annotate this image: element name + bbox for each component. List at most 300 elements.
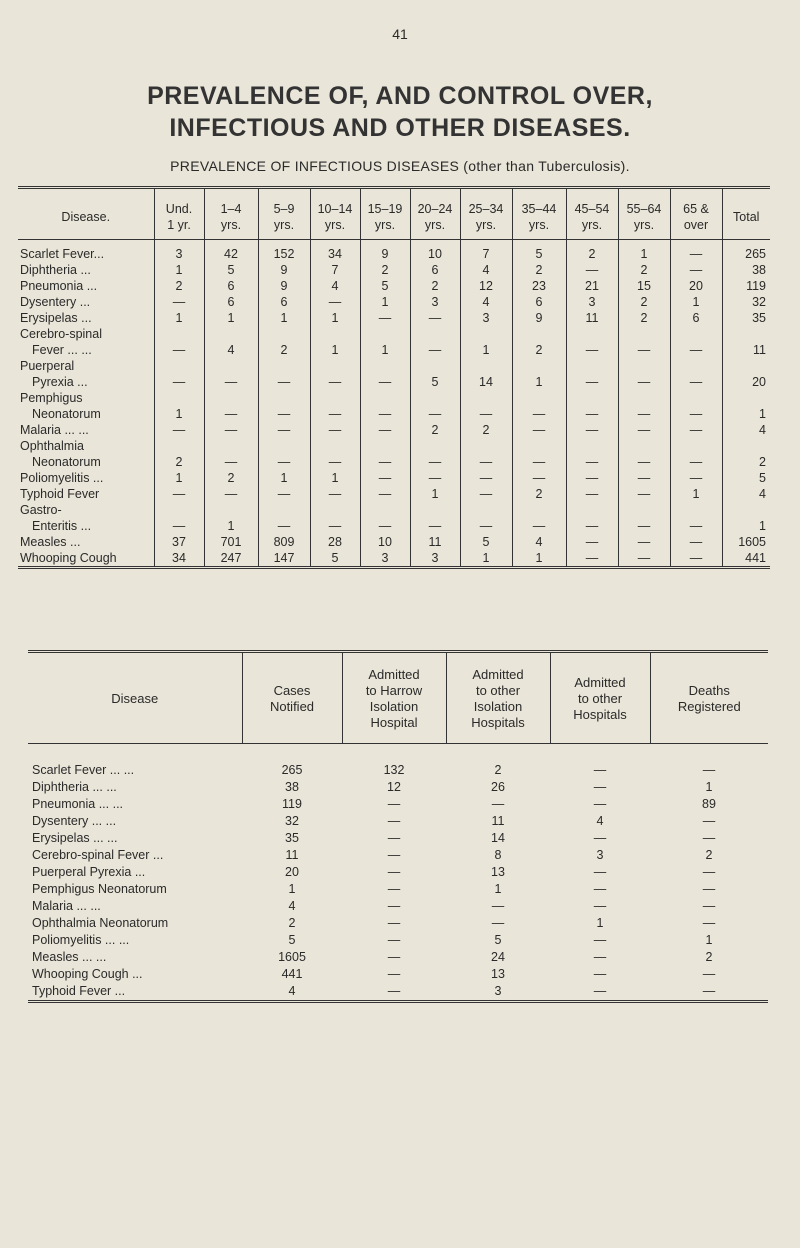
column-header — [18, 188, 154, 240]
count-cell — [512, 358, 566, 374]
count-cell: — — [491, 916, 505, 930]
column-header-line: 15–19 — [367, 202, 403, 216]
total-cell: 20 — [722, 374, 770, 390]
table-row — [18, 374, 770, 390]
count-cell — [460, 358, 512, 374]
count-cell: 12 — [387, 780, 401, 794]
count-cell: 4 — [288, 984, 296, 998]
disease-name: Pyrexia ... — [32, 375, 88, 389]
count-cell: — — [460, 454, 512, 470]
column-header-line: to Harrow — [365, 683, 423, 698]
count-cell: 2 — [460, 422, 512, 438]
column-header-line: Disease. — [61, 210, 111, 224]
count-cell: — — [410, 518, 460, 534]
column-header-line: Admitted — [574, 675, 626, 690]
count-cell: 34 — [310, 240, 360, 263]
count-cell: 5 — [512, 240, 566, 263]
count-cell: — — [512, 454, 566, 470]
count-cell: 6 — [204, 278, 258, 294]
count-cell: — — [618, 486, 670, 502]
total-cell: 35 — [722, 310, 770, 326]
count-cell: — — [618, 406, 670, 422]
count-cell: — — [258, 518, 310, 534]
column-header-line: 20–24 — [417, 202, 453, 216]
count-cell — [460, 326, 512, 342]
count-cell: — — [410, 454, 460, 470]
count-cell: 6 — [670, 310, 722, 326]
count-cell: 20 — [285, 865, 299, 879]
count-cell: 4 — [204, 342, 258, 358]
count-cell — [154, 438, 204, 454]
count-cell — [258, 502, 310, 518]
count-cell — [618, 438, 670, 454]
count-cell: 4 — [460, 294, 512, 310]
column-header-line: yrs. — [475, 218, 497, 232]
count-cell: — — [410, 470, 460, 486]
count-cell: 35 — [285, 831, 299, 845]
count-cell: — — [670, 374, 722, 390]
count-cell: — — [702, 831, 716, 845]
count-cell: 4 — [512, 534, 566, 550]
column-header-line: 5–9 — [273, 202, 295, 216]
count-cell: 6 — [204, 294, 258, 310]
count-cell: 5 — [360, 278, 410, 294]
count-cell: 5 — [310, 550, 360, 568]
count-cell: — — [593, 984, 607, 998]
count-cell: 2 — [705, 848, 713, 862]
count-cell: 1 — [360, 342, 410, 358]
column-header-line: to other — [577, 691, 623, 706]
count-cell — [618, 502, 670, 518]
count-cell: 2 — [705, 950, 713, 964]
total-cell — [722, 502, 770, 518]
disease-name: Gastro- — [20, 503, 62, 517]
count-cell: — — [566, 534, 618, 550]
count-cell: — — [593, 933, 607, 947]
disease-name: Malaria ... ... — [32, 899, 101, 913]
count-cell: 7 — [310, 262, 360, 278]
disease-name: Pneumonia ... — [20, 279, 98, 293]
count-cell: 1 — [154, 470, 204, 486]
count-cell: 2 — [410, 278, 460, 294]
disease-name: Typhoid Fever ... — [32, 984, 126, 998]
column-header-line: Isolation — [369, 699, 419, 714]
count-cell: — — [460, 406, 512, 422]
total-cell — [722, 326, 770, 342]
count-cell — [460, 438, 512, 454]
count-cell — [566, 502, 618, 518]
count-cell — [460, 390, 512, 406]
count-cell: 8 — [494, 848, 502, 862]
count-cell — [154, 390, 204, 406]
count-cell: 1 — [705, 780, 713, 794]
column-header — [204, 188, 258, 240]
column-header-line: Admitted — [368, 667, 420, 682]
count-cell: 1 — [154, 406, 204, 422]
count-cell: — — [387, 967, 401, 981]
count-cell: 7 — [460, 240, 512, 263]
count-cell: — — [566, 470, 618, 486]
count-cell: — — [618, 454, 670, 470]
disease-name: Measles ... — [20, 535, 81, 549]
count-cell: 3 — [360, 550, 410, 568]
count-cell: — — [258, 406, 310, 422]
disease-name: Typhoid Fever — [20, 487, 100, 501]
total-cell: 265 — [722, 240, 770, 263]
count-cell: 3 — [410, 294, 460, 310]
count-cell: — — [360, 486, 410, 502]
disease-name: Cerebro-spinal Fever ... — [32, 848, 164, 862]
column-header-line: Registered — [677, 699, 741, 714]
count-cell: 1 — [258, 310, 310, 326]
count-cell — [566, 438, 618, 454]
count-cell: 6 — [410, 262, 460, 278]
disease-name: Whooping Cough ... — [32, 967, 143, 981]
count-cell: — — [154, 422, 204, 438]
count-cell: 42 — [204, 240, 258, 263]
count-cell: — — [387, 882, 401, 896]
column-header — [342, 652, 446, 744]
table-header-row — [28, 652, 768, 744]
column-header-line: Isolation — [473, 699, 523, 714]
count-cell: 441 — [281, 967, 303, 981]
table-row — [28, 779, 768, 796]
count-cell — [566, 326, 618, 342]
title-line-2: INFECTIOUS AND OTHER DISEASES. — [169, 114, 631, 142]
count-cell: — — [702, 967, 716, 981]
table-row — [18, 438, 770, 454]
count-cell: — — [512, 406, 566, 422]
count-cell: — — [566, 374, 618, 390]
count-cell: — — [387, 814, 401, 828]
total-cell — [722, 438, 770, 454]
count-cell: — — [154, 486, 204, 502]
count-cell: — — [387, 984, 401, 998]
count-cell: — — [702, 763, 716, 777]
disease-name: Ophthalmia Neonatorum — [32, 916, 169, 930]
count-cell — [512, 502, 566, 518]
disease-name: Cerebro-spinal — [20, 327, 102, 341]
disease-name: Dysentery ... ... — [32, 814, 117, 828]
column-header — [28, 652, 242, 744]
count-cell — [204, 438, 258, 454]
count-cell — [618, 326, 670, 342]
count-cell — [154, 502, 204, 518]
table-row — [18, 278, 770, 294]
table-row — [28, 932, 768, 949]
count-cell: — — [566, 486, 618, 502]
count-cell: 4 — [288, 899, 296, 913]
count-cell: 1 — [494, 882, 502, 896]
column-header-line: 45–54 — [574, 202, 610, 216]
count-cell — [204, 358, 258, 374]
count-cell: — — [360, 470, 410, 486]
total-cell: 38 — [722, 262, 770, 278]
count-cell: — — [702, 865, 716, 879]
count-cell — [460, 502, 512, 518]
table-row — [18, 342, 770, 358]
count-cell — [512, 326, 566, 342]
count-cell: 3 — [494, 984, 502, 998]
count-cell: — — [387, 950, 401, 964]
column-header-line: Hospitals — [471, 715, 525, 730]
total-cell: 4 — [722, 486, 770, 502]
disease-name: Ophthalmia — [20, 439, 84, 453]
age-distribution-table — [18, 186, 770, 569]
count-cell: 34 — [154, 550, 204, 568]
count-cell: — — [593, 882, 607, 896]
column-header-line: 10–14 — [317, 202, 353, 216]
count-cell: — — [593, 865, 607, 879]
count-cell — [360, 326, 410, 342]
count-cell: 1 — [154, 262, 204, 278]
count-cell: 2 — [204, 470, 258, 486]
count-cell: 119 — [282, 797, 302, 811]
count-cell: 2 — [360, 262, 410, 278]
total-cell — [722, 390, 770, 406]
column-header-line: 1–4 — [220, 202, 242, 216]
count-cell: — — [593, 797, 607, 811]
count-cell: 13 — [491, 967, 505, 981]
table-row — [18, 262, 770, 278]
count-cell: — — [460, 518, 512, 534]
count-cell: 2 — [618, 310, 670, 326]
count-cell: 3 — [566, 294, 618, 310]
total-cell: 441 — [722, 550, 770, 568]
count-cell: — — [670, 534, 722, 550]
column-header-line: Cases — [273, 683, 311, 698]
disease-name: Poliomyelitis ... — [20, 471, 104, 485]
count-cell: 132 — [383, 763, 405, 777]
disease-name: Whooping Cough — [20, 551, 117, 565]
count-cell: — — [387, 933, 401, 947]
table-row — [28, 949, 768, 966]
total-cell: 2 — [722, 454, 770, 470]
count-cell: — — [670, 406, 722, 422]
count-cell: — — [702, 882, 716, 896]
count-cell: — — [566, 422, 618, 438]
table-row — [28, 881, 768, 898]
count-cell: 9 — [360, 240, 410, 263]
count-cell: 5 — [460, 534, 512, 550]
count-cell — [154, 358, 204, 374]
total-cell: 119 — [722, 278, 770, 294]
count-cell — [670, 326, 722, 342]
table-row — [18, 240, 770, 263]
page-title — [0, 80, 800, 144]
count-cell: 1 — [460, 550, 512, 568]
count-cell: — — [512, 518, 566, 534]
count-cell — [310, 358, 360, 374]
count-cell — [258, 438, 310, 454]
column-header-line: yrs. — [633, 218, 655, 232]
column-header — [410, 188, 460, 240]
count-cell: — — [702, 916, 716, 930]
count-cell: — — [618, 342, 670, 358]
count-cell: 1 — [705, 933, 713, 947]
column-header — [310, 188, 360, 240]
count-cell: — — [204, 374, 258, 390]
table-row — [18, 310, 770, 326]
count-cell: 2 — [258, 342, 310, 358]
count-cell — [670, 358, 722, 374]
table-row — [28, 744, 768, 780]
count-cell: — — [491, 797, 505, 811]
count-cell: — — [310, 454, 360, 470]
column-header — [242, 652, 342, 744]
count-cell: — — [593, 950, 607, 964]
count-cell: 1 — [410, 486, 460, 502]
count-cell — [204, 390, 258, 406]
count-cell: 152 — [258, 240, 310, 263]
count-cell — [618, 358, 670, 374]
table-row — [18, 454, 770, 470]
total-cell: 1605 — [722, 534, 770, 550]
count-cell: 3 — [410, 550, 460, 568]
column-header — [460, 188, 512, 240]
count-cell: 2 — [410, 422, 460, 438]
count-cell — [512, 390, 566, 406]
disease-name: Diphtheria ... — [20, 263, 91, 277]
count-cell: 32 — [285, 814, 299, 828]
count-cell: 5 — [288, 933, 296, 947]
column-header — [446, 652, 550, 744]
count-cell: 2 — [566, 240, 618, 263]
count-cell: — — [410, 310, 460, 326]
count-cell: — — [154, 294, 204, 310]
count-cell: — — [154, 518, 204, 534]
table-row — [28, 915, 768, 932]
count-cell: — — [670, 518, 722, 534]
count-cell: — — [566, 518, 618, 534]
column-header-line: Hospitals — [573, 707, 627, 722]
column-header-line: 35–44 — [521, 202, 557, 216]
column-header-line: yrs. — [220, 218, 242, 232]
count-cell: — — [360, 406, 410, 422]
disease-name: Neonatorum — [32, 455, 101, 469]
count-cell: — — [387, 797, 401, 811]
column-header-line: Total — [733, 210, 760, 224]
count-cell: 2 — [494, 763, 502, 777]
count-cell: — — [512, 422, 566, 438]
count-cell: — — [310, 406, 360, 422]
column-header-line: Notified — [269, 699, 315, 714]
column-header — [512, 188, 566, 240]
count-cell: 265 — [281, 763, 303, 777]
disease-name: Pneumonia ... ... — [32, 797, 124, 811]
column-header-line: Deaths — [688, 683, 730, 698]
count-cell — [258, 390, 310, 406]
count-cell: 2 — [154, 454, 204, 470]
count-cell: — — [670, 262, 722, 278]
count-cell — [410, 438, 460, 454]
count-cell: — — [670, 550, 722, 568]
table-row — [18, 406, 770, 422]
count-cell: 12 — [460, 278, 512, 294]
count-cell: 10 — [360, 534, 410, 550]
count-cell: 1 — [512, 550, 566, 568]
count-cell: 1 — [360, 294, 410, 310]
column-header-line: yrs. — [424, 218, 446, 232]
count-cell: — — [387, 916, 401, 930]
count-cell: 14 — [491, 831, 505, 845]
count-cell: 21 — [566, 278, 618, 294]
count-cell — [410, 502, 460, 518]
count-cell — [258, 358, 310, 374]
count-cell: — — [387, 831, 401, 845]
column-header-line: Und. — [165, 202, 193, 216]
count-cell: — — [593, 899, 607, 913]
disease-name: Malaria ... ... — [20, 423, 89, 437]
count-cell — [618, 390, 670, 406]
count-cell: — — [460, 486, 512, 502]
count-cell: 26 — [491, 780, 505, 794]
count-cell — [258, 326, 310, 342]
count-cell: 2 — [154, 278, 204, 294]
column-header — [566, 188, 618, 240]
count-cell: 1 — [460, 342, 512, 358]
count-cell: 247 — [204, 550, 258, 568]
count-cell: — — [258, 374, 310, 390]
count-cell: — — [204, 422, 258, 438]
count-cell: — — [310, 374, 360, 390]
count-cell: 9 — [258, 262, 310, 278]
count-cell: 1 — [310, 310, 360, 326]
count-cell: 38 — [285, 780, 299, 794]
column-header-line: yrs. — [581, 218, 603, 232]
count-cell: — — [618, 422, 670, 438]
count-cell — [566, 390, 618, 406]
count-cell: — — [310, 294, 360, 310]
table-row — [28, 864, 768, 881]
disease-name: Puerperal — [20, 359, 75, 373]
table-row — [18, 294, 770, 310]
table-row — [18, 502, 770, 518]
count-cell: — — [310, 518, 360, 534]
table-row — [18, 390, 770, 406]
table-row — [18, 518, 770, 534]
count-cell: 1 — [670, 486, 722, 502]
count-cell — [360, 502, 410, 518]
count-cell — [204, 326, 258, 342]
column-header — [360, 188, 410, 240]
disease-name: Pemphigus — [20, 391, 83, 405]
count-cell: — — [702, 814, 716, 828]
count-cell: 5 — [494, 933, 502, 947]
column-header — [154, 188, 204, 240]
count-cell: 6 — [512, 294, 566, 310]
table-row — [18, 534, 770, 550]
count-cell: 28 — [310, 534, 360, 550]
count-cell: — — [566, 550, 618, 568]
count-cell: 13 — [491, 865, 505, 879]
count-cell: 5 — [204, 262, 258, 278]
total-cell: 1 — [722, 406, 770, 422]
notification-admission-table — [28, 650, 768, 1003]
count-cell: 3 — [596, 848, 604, 862]
count-cell: — — [154, 374, 204, 390]
count-cell: — — [670, 422, 722, 438]
total-cell: 5 — [722, 470, 770, 486]
disease-name: Fever ... ... — [32, 343, 92, 357]
count-cell — [154, 326, 204, 342]
count-cell: — — [618, 470, 670, 486]
column-header-line: yrs. — [528, 218, 550, 232]
count-cell — [410, 326, 460, 342]
column-header-line: 25–34 — [468, 202, 504, 216]
column-header — [258, 188, 310, 240]
count-cell: 4 — [596, 814, 604, 828]
